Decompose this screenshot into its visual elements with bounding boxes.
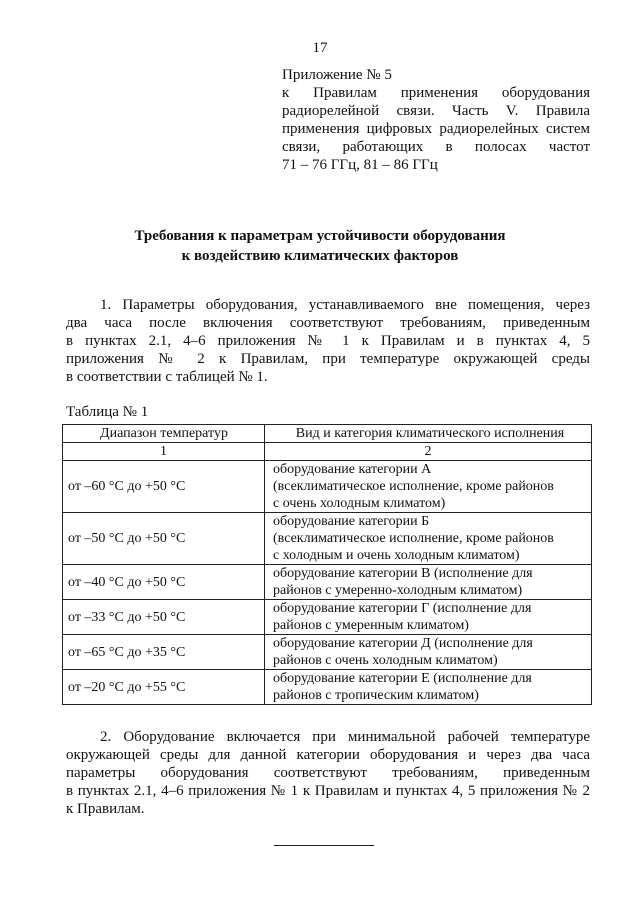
paragraph-line: в пунктах 2.1, 4–6 приложения № 1 к Правилам и в пунктах 4, 5	[66, 333, 590, 349]
appendix-heading: Приложение № 5	[282, 67, 392, 83]
paragraph-line: к Правилам.	[66, 801, 145, 817]
paragraph-1	[66, 296, 590, 386]
category-line: районов с умеренным климатом)	[273, 618, 469, 633]
table-row	[63, 600, 592, 635]
table-caption: Таблица № 1	[66, 404, 149, 420]
temperature-range-cell: от –20 °С до +55 °С	[63, 670, 265, 705]
category-line: оборудование категории В (исполнение для	[273, 566, 533, 581]
table-row	[63, 461, 592, 513]
paragraph-line: в соответствии с таблицей № 1.	[66, 369, 268, 385]
column-number: 1	[63, 443, 265, 461]
temperature-range-cell: от –60 °С до +50 °С	[63, 461, 265, 513]
category-line: районов с тропическим климатом)	[273, 688, 479, 703]
category-line: (всеклиматическое исполнение, кроме районов	[273, 531, 554, 546]
title-line-2: к воздействию климатических факторов	[181, 248, 459, 264]
appendix-line: к Правилам применения оборудования	[282, 85, 590, 101]
category-line: районов с очень холодным климатом)	[273, 653, 498, 668]
temperature-range-cell: от –40 °С до +50 °С	[63, 565, 265, 600]
climate-table	[62, 424, 592, 705]
paragraph-line: 1. Параметры оборудования, устанавливаемого вне помещения, через	[100, 297, 590, 313]
header-temperature-range: Диапазон температур	[63, 425, 265, 443]
table-header-row	[63, 425, 592, 443]
category-cell	[265, 670, 592, 705]
category-line: районов с умеренно-холодным климатом)	[273, 583, 523, 598]
temperature-range-cell: от –50 °С до +50 °С	[63, 513, 265, 565]
paragraph-line: приложения № 2 к Правилам, при температуре окружающей среды	[66, 351, 590, 367]
table-row	[63, 635, 592, 670]
category-cell	[265, 600, 592, 635]
footer-divider	[274, 845, 374, 846]
paragraph-line: окружающей среды для данной категории оборудования и через два часа	[66, 747, 590, 763]
title-line-1: Требования к параметрам устойчивости оборудования	[134, 228, 506, 244]
category-line: оборудование категории Г (исполнение для	[273, 601, 532, 616]
category-line: оборудование категории А	[273, 462, 432, 477]
category-line: (всеклиматическое исполнение, кроме районов	[273, 479, 554, 494]
table-column-numbers-row	[63, 443, 592, 461]
appendix-line: радиорелейной связи. Часть V. Правила	[282, 103, 590, 119]
category-line: оборудование категории Е (исполнение для	[273, 671, 532, 686]
document-title	[0, 226, 640, 266]
appendix-line: связи, работающих в полосах частот	[282, 139, 590, 155]
table-row	[63, 513, 592, 565]
table-row	[63, 670, 592, 705]
paragraph-line: 2. Оборудование включается при минимальной рабочей температуре	[100, 729, 590, 745]
appendix-line: применения цифровых радиорелейных систем	[282, 121, 590, 137]
category-cell	[265, 635, 592, 670]
category-cell	[265, 513, 592, 565]
column-number: 2	[265, 443, 592, 461]
paragraph-2	[66, 728, 590, 818]
category-line: оборудование категории Д (исполнение для	[273, 636, 533, 651]
table-row	[63, 565, 592, 600]
category-cell	[265, 461, 592, 513]
category-line: с очень холодным климатом)	[273, 496, 446, 511]
appendix-line: 71 – 76 ГГц, 81 – 86 ГГц	[282, 157, 438, 173]
paragraph-line: в пунктах 2.1, 4–6 приложения № 1 к Правилам и пунктах 4, 5 приложения № 2	[66, 783, 590, 799]
temperature-range-cell: от –65 °С до +35 °С	[63, 635, 265, 670]
temperature-range-cell: от –33 °С до +50 °С	[63, 600, 265, 635]
category-line: с холодным и очень холодным климатом)	[273, 548, 520, 563]
paragraph-line: параметры оборудования соответствуют требованиям, приведенным	[66, 765, 590, 781]
paragraph-line: два часа после включения соответствуют требованиям, приведенным	[66, 315, 590, 331]
appendix-header	[282, 66, 590, 174]
category-cell	[265, 565, 592, 600]
category-line: оборудование категории Б	[273, 514, 430, 529]
header-climate-category: Вид и категория климатического исполнения	[265, 425, 592, 443]
page-number: 17	[312, 40, 328, 56]
